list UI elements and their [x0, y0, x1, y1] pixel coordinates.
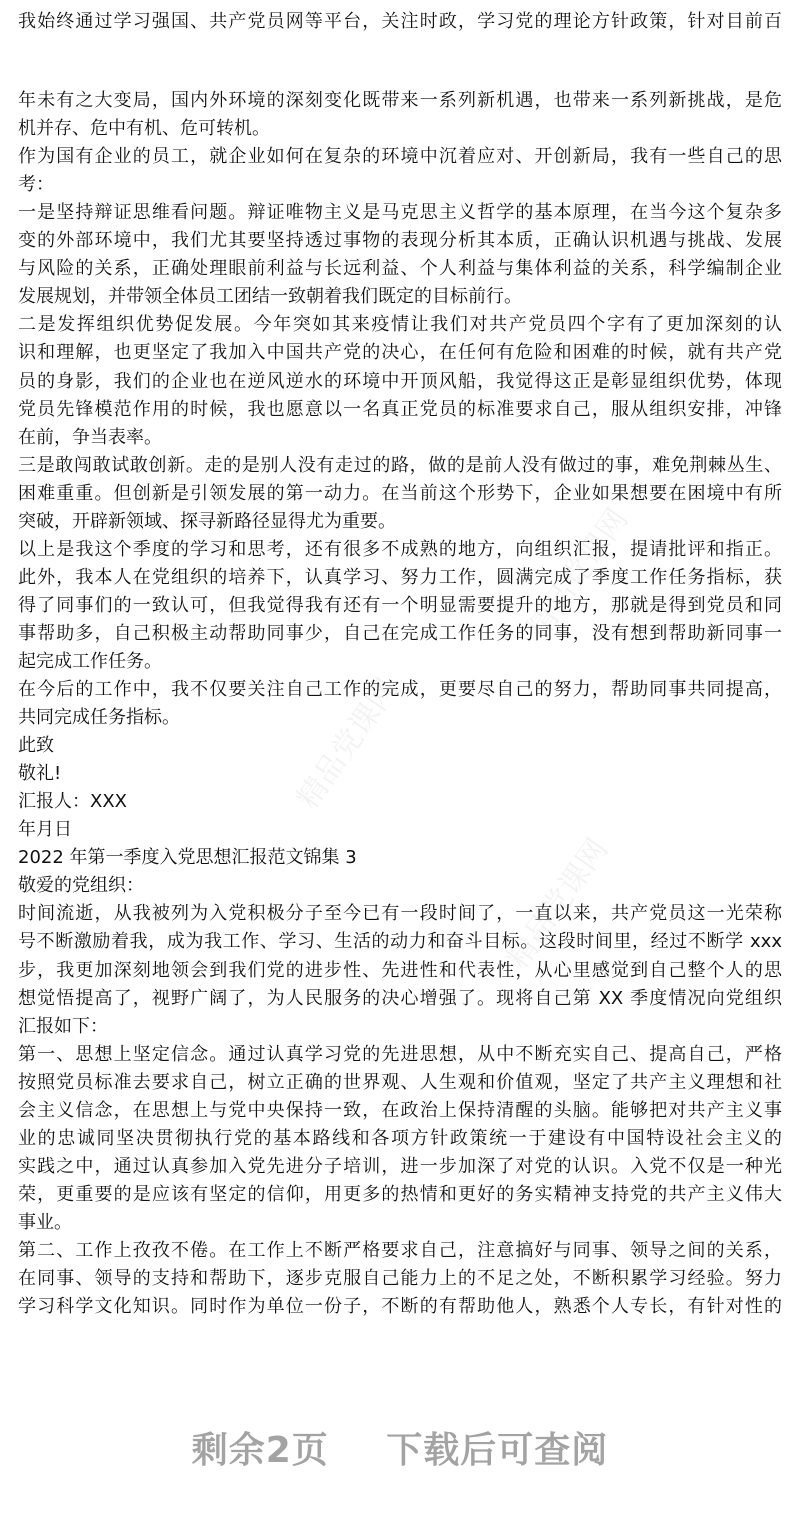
download-prompt[interactable] — [0, 1422, 800, 1473]
text-line: 按照党员标准去要求自己，树立正确的世界观、人生观和价值观，坚定了共产主义理想和社 — [18, 1071, 782, 1093]
text-line: 二是发挥组织优势促发展。今年突如其来疫情让我们对共产党员四个字有了更加深刻的认 — [18, 314, 782, 336]
text-line: 在同事、领导的支持和帮助下，逐步克服自己能力上的不足之处，不断积累学习经验。努力 — [18, 1268, 782, 1290]
text-line: 党员先锋模范作用的时候，我也愿意以一名真正党员的标准要求自己，服从组织安排，冲锋 — [18, 398, 782, 420]
text-line: 在今后的工作中，我不仅要关注自己工作的完成，更要尽自己的努力，帮助同事共同提高， — [18, 679, 782, 701]
download-to-view-label: 下载后可查阅 — [386, 1430, 609, 1471]
text-line: 起完成工作任务。 — [18, 650, 162, 672]
text-line: 作为国有企业的员工，就企业如何在复杂的环境中沉着应对、开创新局，我有一些自己的思 — [18, 146, 782, 168]
text-line: 时间流逝，从我被列为入党积极分子至今已有一段时间了，一直以来，共产党员这一光荣称 — [18, 903, 782, 925]
text-line: 识和理解，也更坚定了我加入中国共产党的决心，在任何有危险和困难的时候，就有共产党 — [18, 342, 782, 364]
text-line: 敬礼! — [18, 763, 62, 785]
text-line: 困难重重。但创新是引领发展的第一动力。在当前这个形势下，企业如果想要在困境中有所 — [18, 482, 782, 504]
page-gap — [18, 36, 782, 87]
watermark: 精品党课网 — [520, 502, 636, 646]
text-line: 荣，更重要的是应该有坚定的信仰，用更多的热情和更好的务实精神支持党的共产主义伟大 — [18, 1183, 782, 1205]
text-line: 想觉悟提高了，视野广阔了，为人民服务的决心增强了。现将自己第 XX 季度情况向党组织 — [18, 987, 782, 1009]
text-line: 考： — [18, 174, 54, 196]
text-line: 事业。 — [18, 1211, 72, 1233]
text-line: 发展规划，并带领全体员工团结一致朝着我们既定的目标前行。 — [18, 286, 522, 308]
text-line: 以上是我这个季度的学习和思考，还有很多不成熟的地方，向组织汇报，提请批评和指正。 — [18, 538, 782, 560]
text-line: 与风险的关系，正确处理眼前利益与长远利益、个人利益与集体利益的关系，科学编制企业 — [18, 258, 782, 280]
remaining-pages-label: 剩余2页 — [191, 1430, 329, 1471]
text-line: 年未有之大变局，国内外环境的深刻变化既带来一系列新机遇，也带来一系列新挑战，是危 — [18, 90, 782, 112]
text-line: 年月日 — [18, 819, 72, 841]
text-line: 汇报人：XXX — [18, 791, 127, 813]
text-line: 第二、工作上孜孜不倦。在工作上不断严格要求自己，注意搞好与同事、领导之间的关系， — [18, 1239, 782, 1261]
text-line: 在前，争当表率。 — [18, 426, 162, 448]
watermark: 精品党课网 — [290, 672, 406, 816]
text-line: 步，我更加深刻地领会到我们党的进步性、先进性和代表性，从心里感觉到自己整个人的思 — [18, 959, 782, 981]
text-line: 变的外部环境中，我们尤其要坚持透过事物的表现分析其本质，正确认识机遇与挑战、发展 — [18, 230, 782, 252]
text-line: 突破，开辟新领域、探寻新路径显得尤为重要。 — [18, 510, 396, 532]
text-line: 敬爱的党组织： — [18, 875, 144, 897]
text-line: 号不断激励着我，成为我工作、学习、生活的动力和奋斗目标。这段时间里，经过不断学 xxx — [18, 931, 782, 953]
text-line: 2022 年第一季度入党思想汇报范文锦集 3 — [18, 847, 357, 869]
text-line: 学习科学文化知识。同时作为单位一份子，不断的有帮助他人，熟悉个人专长，有针对性的 — [18, 1296, 782, 1318]
text-line: 机并存、危中有机、危可转机。 — [18, 118, 270, 140]
text-line: 事帮助多，自己积极主动帮助同事少，自己在完成工作任务的同事，没有想到帮助新同事一 — [18, 622, 782, 644]
text-line: 此致 — [18, 735, 54, 757]
text-line: 实践之中，通过认真参加入党先进分子培训，进一步加深了对党的认识。入党不仅是一种光 — [18, 1155, 782, 1177]
text-line: 我始终通过学习强国、共产党员网等平台，关注时政，学习党的理论方针政策，针对目前百 — [18, 11, 782, 32]
document-body — [18, 8, 782, 1321]
text-line: 第一、思想上坚定信念。通过认真学习党的先进思想，从中不断充实自己、提高自己，严格 — [18, 1043, 782, 1065]
text-line: 汇报如下： — [18, 1015, 108, 1037]
text-line: 会主义信念，在思想上与党中央保持一致，在政治上保持清醒的头脑。能够把对共产主义事 — [18, 1099, 782, 1121]
text-line: 三是敢闯敢试敢创新。走的是别人没有走过的路，做的是前人没有做过的事，难免荆棘丛生、 — [18, 454, 782, 476]
text-line: 此外，我本人在党组织的培养下，认真学习、努力工作，圆满完成了季度工作任务指标，获 — [18, 566, 782, 588]
text-line: 员的身影，我们的企业也在逆风逆水的环境中开顶风船，我觉得这正是彰显组织优势，体现 — [18, 370, 782, 392]
text-line: 共同完成任务指标。 — [18, 707, 180, 729]
text-line: 一是坚持辩证思维看问题。辩证唯物主义是马克思主义哲学的基本原理，在当今这个复杂多 — [18, 202, 782, 224]
text-line: 得了同事们的一致认可，但我觉得我有还有一个明显需要提升的地方，那就是得到党员和同 — [18, 594, 782, 616]
text-line: 业的忠诚同坚决贯彻执行党的基本路线和各项方针政策统一于建设有中国特设社会主义的 — [18, 1127, 782, 1149]
watermark: 精品党课网 — [500, 832, 616, 976]
